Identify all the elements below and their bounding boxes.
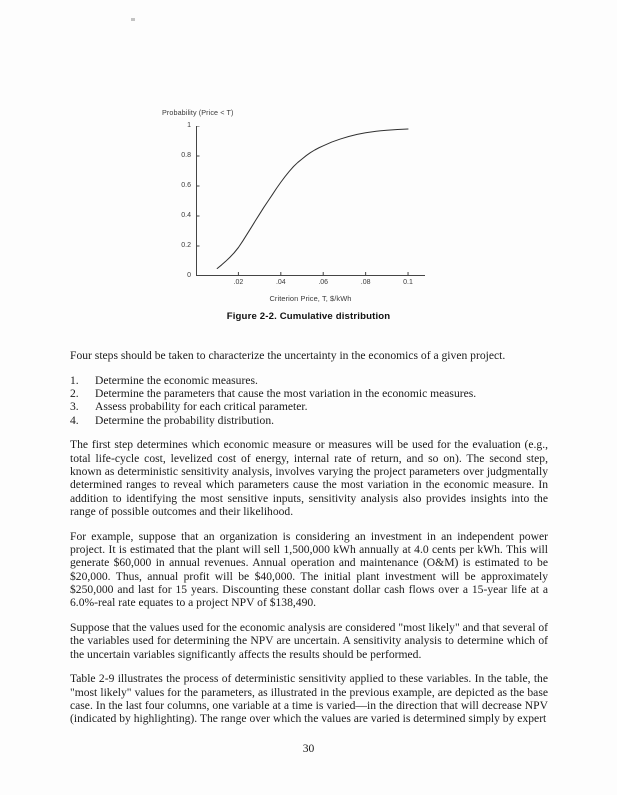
chart-x-tick-label: .04: [275, 279, 286, 286]
chart-y-tick-label: 0: [187, 272, 191, 279]
figure-2-2: [0, 100, 617, 335]
step-number: 3.: [70, 400, 79, 414]
step-text: Determine the economic measures.: [95, 373, 258, 387]
chart-svg: [196, 126, 425, 276]
paragraph-suppose: Suppose that the values used for the economic analysis are considered "most likely" and that several of the variables used for determining the NPV are uncertain. A sensitivity analysis to determine which of the uncertain variables significantly affects the results should be performed.: [70, 621, 548, 661]
step-text: Assess probability for each critical parameter.: [95, 400, 308, 414]
step-text: Determine the probability distribution.: [95, 413, 275, 427]
chart-y-tick-label: 1: [187, 122, 191, 129]
paragraph-table-2-9: Table 2-9 illustrates the process of deterministic sensitivity applied to these variables. In the table, the "most likely" values for the parameters, as illustrated in the previous example, are depicted as the base case. In the last four columns, one variable at a time is varied—in the direction that will decrease NPV (indicated by highlighting). The range over which the values are varied is determined simply by expert: [70, 672, 548, 726]
chart-x-tick-label: .02: [233, 279, 244, 286]
page-number: 30: [302, 742, 315, 755]
chart-y-tick-label: 0.6: [181, 182, 191, 189]
scan-artifact-speck: [131, 18, 135, 21]
step-text: Determine the parameters that cause the most variation in the economic measures.: [95, 387, 477, 401]
chart-x-axis-label: Criterion Price, T, $/kWh: [269, 294, 352, 303]
step-list-item: [70, 387, 548, 400]
chart-y-tick-label: 0.2: [181, 242, 191, 249]
steps-list: [70, 374, 548, 427]
step-number: 2.: [70, 387, 79, 401]
step-number: 4.: [70, 413, 79, 427]
paragraph-example: For example, suppose that an organization is considering an investment in an independent power project. It is estimated that the plant will sell 1,500,000 kWh annually at 4.0 cents per kWh. This will generate $60,000 in annual revenues. Annual operation and maintenance (O&M) is estimated to be $20,000. Thus, annual profit will be $40,000. The initial plant investment will be approximately $250,000 and last for 15 years. Discounting these constant dollar cash flows over a 15-year life at a 6.0%-real rate equates to a project NPV of $138,490.: [70, 529, 548, 610]
chart-y-axis-label: Probability (Price < T): [162, 108, 234, 117]
step-list-item: [70, 400, 548, 413]
step-list-item: [70, 374, 548, 387]
cumulative-distribution-chart: [150, 100, 450, 305]
chart-y-tick-label: 0.4: [181, 212, 191, 219]
figure-caption: Figure 2-2. Cumulative distribution: [226, 311, 391, 322]
chart-x-tick-label: 0.1: [403, 279, 413, 286]
step-number: 1.: [70, 373, 79, 387]
step-list-item: [70, 414, 548, 427]
chart-y-tick-label: 0.8: [181, 152, 191, 159]
body-text-column: [70, 349, 548, 737]
paragraph-first-step: The first step determines which economic measure or measures will be used for the evaluation (e.g., total life-cycle cost, levelized cost of energy, internal rate of return, and so on). The second step, known as deterministic sensitivity analysis, involves varying the project parameters over judgmentally determined ranges to reveal which parameters cause the most variation in the economic measure. In addition to identifying the most sensitive inputs, sensitivity analysis also provides insights into the range of possible outcomes and their likelihood.: [70, 438, 548, 518]
paragraph-intro: Four steps should be taken to characterize the uncertainty in the economics of a given project.: [70, 349, 506, 362]
chart-x-tick-label: .08: [360, 279, 371, 286]
chart-x-tick-label: .06: [318, 279, 329, 286]
chart-plot-area: [196, 126, 425, 276]
